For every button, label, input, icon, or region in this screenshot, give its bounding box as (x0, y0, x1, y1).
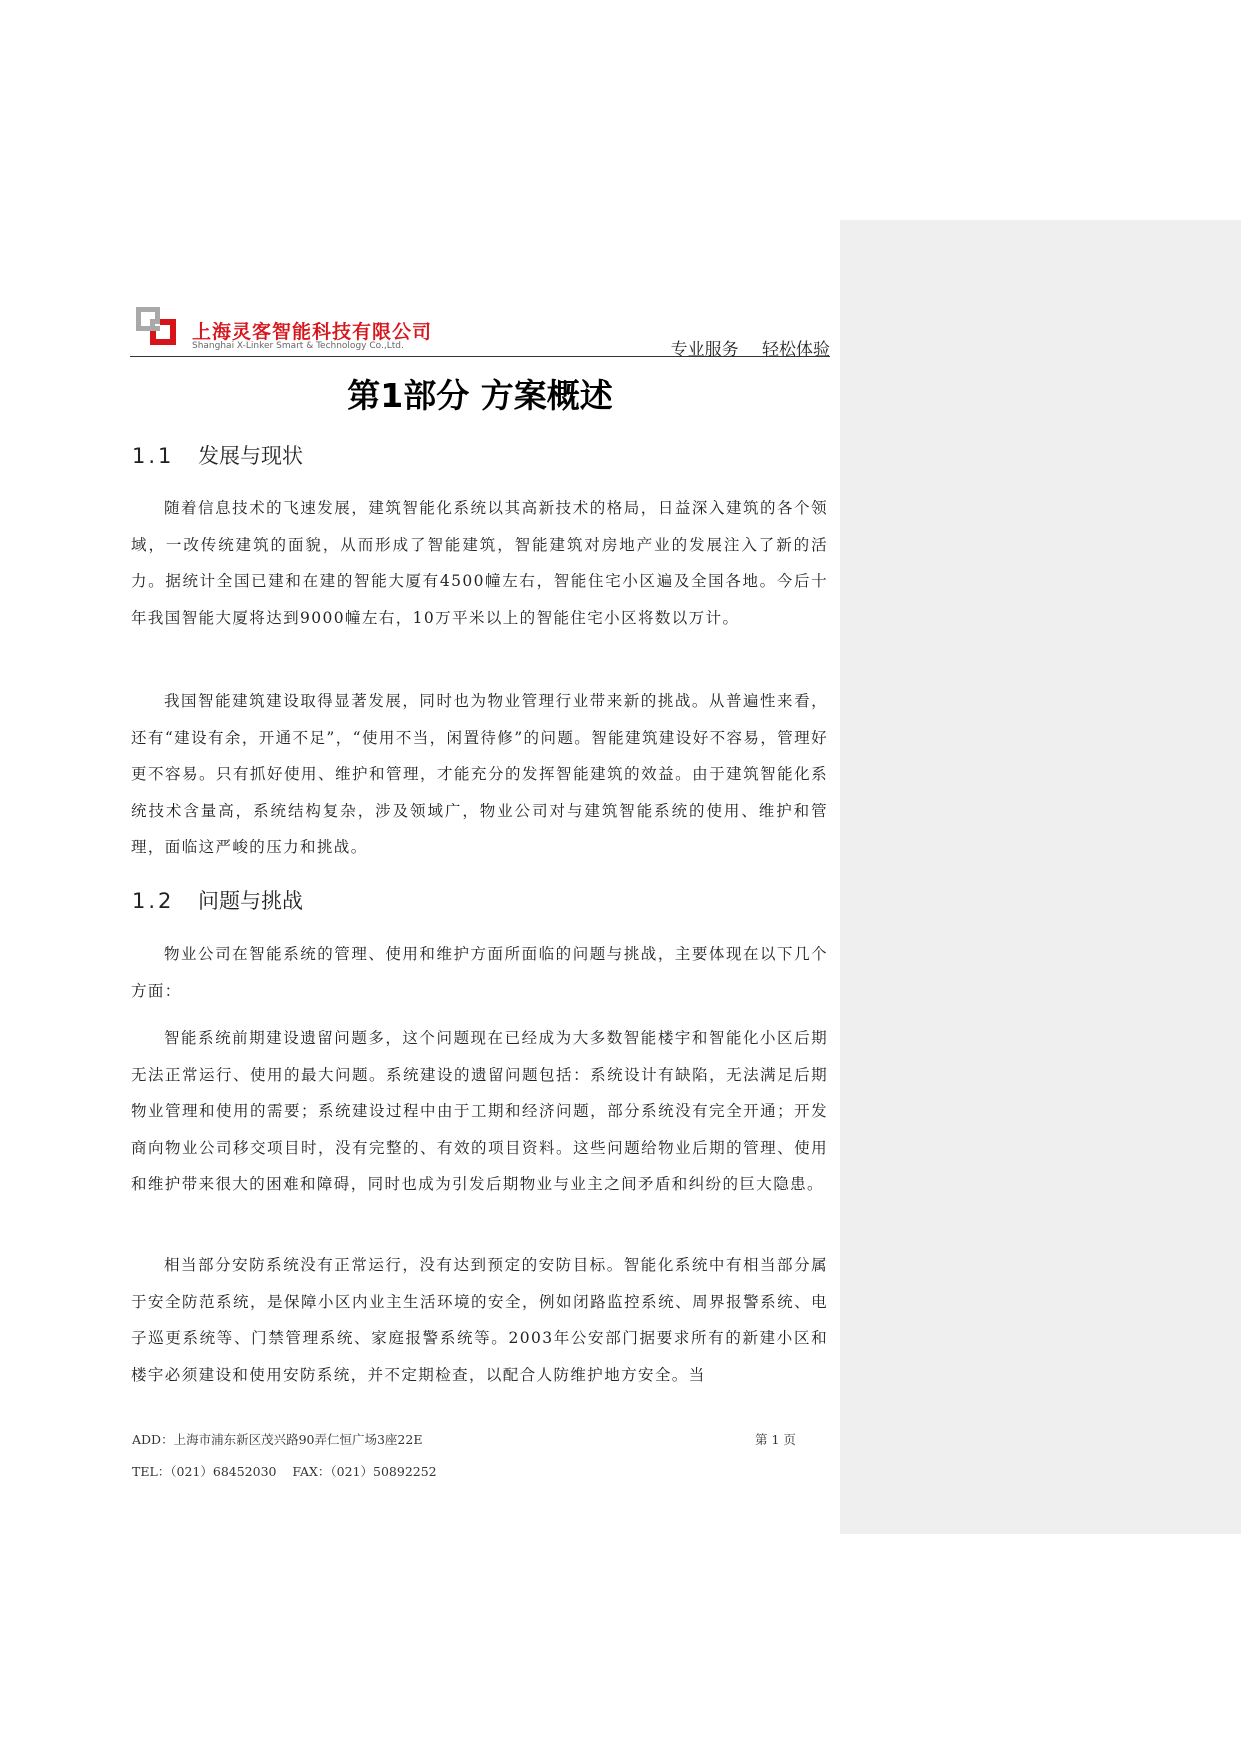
section-number: 1.1 (132, 444, 175, 468)
footer-address: ADD：上海市浦东新区茂兴路90弄仁恒广场3座22E (132, 1432, 423, 1447)
page-number: 第 1 页 (755, 1432, 796, 1447)
document-title: 第1部分 方案概述 (347, 376, 613, 415)
comment-margin-pane (840, 220, 1241, 1534)
paragraph: 我国智能建筑建设取得显著发展，同时也为物业管理行业带来新的挑战。从普遍性来看，还有“建设有余，开通不足”，“使用不当，闲置待修”的问题。智能建筑建设好不容易，管理好更不容易。只有抓好使用、维护和管理，才能充分的发挥智能建筑的效益。由于建筑智能化系统技术含量高，系统结构复杂，涉及领域广，物业公司对与建筑智能系统的使用、维护和管理，面临这严峻的压力和挑战。 (131, 692, 828, 856)
section-title: 问题与挑战 (198, 889, 303, 913)
company-logo (136, 307, 178, 349)
paragraph: 相当部分安防系统没有正常运行，没有达到预定的安防目标。智能化系统中有相当部分属于安全防范系统，是保障小区内业主生活环境的安全，例如闭路监控系统、周界报警系统、电子巡更系统等、门禁管理系统、家庭报警系统等。2003年公安部门据要求所有的新建小区和楼宇必须建设和使用安防系统，并不定期检查，以配合人防维护地方安全。当 (131, 1256, 828, 1384)
section-heading-1-2 (132, 885, 303, 915)
company-name-en: Shanghai X-Linker Smart & Technology Co.,Ltd. (192, 341, 404, 351)
section-title: 发展与现状 (198, 444, 303, 468)
company-name-cn: 上海灵客智能科技有限公司 (192, 321, 433, 343)
header-divider (130, 356, 830, 357)
section-heading-1-1 (132, 440, 303, 470)
paragraph: 物业公司在智能系统的管理、使用和维护方面所面临的问题与挑战，主要体现在以下几个方面： (131, 945, 828, 1000)
section-number: 1.2 (132, 889, 175, 913)
page-header (130, 305, 830, 360)
header-slogan: 专业服务 轻松体验 (670, 340, 830, 360)
paragraph: 随着信息技术的飞速发展，建筑智能化系统以其高新技术的格局，日益深入建筑的各个领域，一改传统建筑的面貌，从而形成了智能建筑，智能建筑对房地产业的发展注入了新的活力。据统计全国已建和在建的智能大厦有4500幢左右，智能住宅小区遍及全国各地。今后十年我国智能大厦将达到9000幢左右，10万平米以上的智能住宅小区将数以万计。 (131, 499, 828, 627)
paragraph: 智能系统前期建设遗留问题多，这个问题现在已经成为大多数智能楼宇和智能化小区后期无法正常运行、使用的最大问题。系统建设的遗留问题包括：系统设计有缺陷，无法满足后期物业管理和使用的需要；系统建设过程中由于工期和经济问题，部分系统没有完全开通；开发商向物业公司移交项目时，没有完整的、有效的项目资料。这些问题给物业后期的管理、使用和维护带来很大的困难和障碍，同时也成为引发后期物业与业主之间矛盾和纠纷的巨大隐患。 (131, 1029, 828, 1193)
footer-contact: TEL：（021）68452030 FAX：（021）50892252 (132, 1464, 437, 1479)
